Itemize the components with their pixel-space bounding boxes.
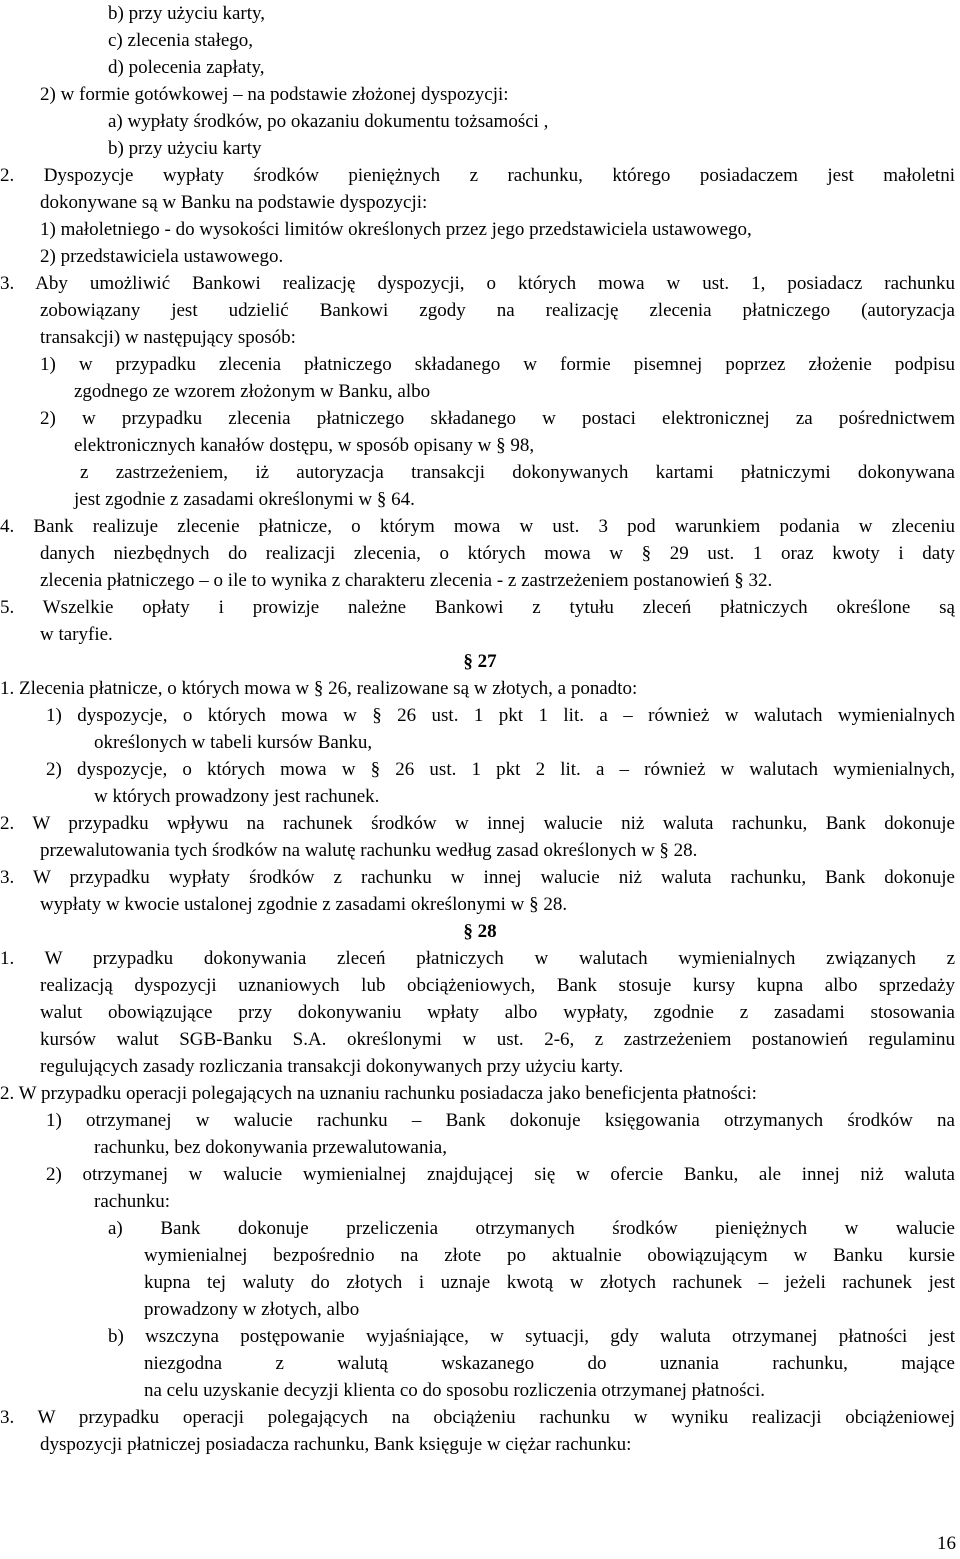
text-line: a) Bank dokonuje przeliczenia otrzymanych środków pieniężnych w walucie — [108, 1218, 955, 1239]
text-line: 2. W przypadku wpływu na rachunek środków w innej walucie niż waluta rachunku, Bank dokonuje — [0, 813, 955, 834]
text-line: b) przy użyciu karty, — [108, 3, 266, 24]
text-line: 1. W przypadku dokonywania zleceń płatniczych w walutach wymienialnych związanych z — [0, 948, 955, 969]
text-line: 2) otrzymanej w walucie wymienialnej znajdującej się w ofercie Banku, ale innej niż waluta — [46, 1164, 955, 1185]
text-line: 4. Bank realizuje zlecenie płatnicze, o którym mowa w ust. 3 pod warunkiem podania w zleceniu — [0, 516, 955, 537]
text-line: walut obowiązujące przy dokonywaniu wpłaty albo wypłaty, zgodnie z zasadami stosowania — [40, 1002, 955, 1023]
text-line: zlecenia płatniczego – o ile to wynika z charakteru zlecenia - z zastrzeżeniem postanowień § 32. — [40, 570, 773, 591]
text-line: d) polecenia zapłaty, — [108, 57, 265, 78]
text-line: 2) w przypadku zlecenia płatniczego składanego w postaci elektronicznej za pośrednictwem — [40, 408, 955, 429]
text-line: 2) dyspozycje, o których mowa w § 26 ust. 1 pkt 2 lit. a – również w walutach wymienialnych, — [46, 759, 955, 780]
text-line: regulujących zasady rozliczania transakcji dokonywanych przy użyciu karty. — [40, 1056, 624, 1077]
text-line: 1. Zlecenia płatnicze, o których mowa w § 26, realizowane są w złotych, a ponadto: — [0, 678, 638, 699]
text-line: 1) w przypadku zlecenia płatniczego składanego w formie pisemnej poprzez złożenie podpisu — [40, 354, 955, 375]
text-line: na celu uzyskanie decyzji klienta co do sposobu rozliczenia otrzymanej płatności. — [144, 1380, 765, 1401]
text-line: dokonywane są w Banku na podstawie dyspozycji: — [40, 192, 428, 213]
text-line: realizacją dyspozycji uznaniowych lub obciążeniowych, Bank stosuje kursy kupna albo sprzedaży — [40, 975, 955, 996]
text-line: 1) otrzymanej w walucie rachunku – Bank dokonuje księgowania otrzymanych środków na — [46, 1110, 955, 1131]
text-line: w taryfie. — [40, 624, 113, 645]
text-line: zgodnego ze wzorem złożonym w Banku, albo — [74, 381, 431, 402]
text-line: transakcji) w następujący sposób: — [40, 327, 296, 348]
text-line: prowadzony w złotych, albo — [144, 1299, 360, 1320]
section-heading: § 27 — [463, 651, 497, 672]
text-line: rachunku: — [94, 1191, 170, 1212]
text-line: wypłaty w kwocie ustalonej zgodnie z zasadami określonymi w § 28. — [40, 894, 568, 915]
text-line: b) przy użyciu karty — [108, 138, 262, 159]
section-heading: § 28 — [463, 921, 497, 942]
text-line: elektronicznych kanałów dostępu, w sposób opisany w § 98, — [74, 435, 535, 456]
text-line: danych niezbędnych do realizacji zlecenia, o których mowa w § 29 ust. 1 oraz kwoty i daty — [40, 543, 955, 564]
text-line: c) zlecenia stałego, — [108, 30, 254, 51]
text-line: 3. W przypadku operacji polegających na obciążeniu rachunku w wyniku realizacji obciążeniowej — [0, 1407, 955, 1428]
page-number: 16 — [937, 1533, 956, 1554]
text-line: wymienialnej bezpośrednio na złote po aktualnie obowiązującym w Banku kursie — [144, 1245, 955, 1266]
text-line: 1) małoletniego - do wysokości limitów określonych przez jego przedstawiciela ustawowego, — [40, 219, 752, 240]
text-line: zobowiązany jest udzielić Bankowi zgody na realizację zlecenia płatniczego (autoryzacja — [40, 300, 955, 321]
text-line: 2. Dyspozycje wypłaty środków pieniężnych z rachunku, którego posiadaczem jest małoletni — [0, 165, 955, 186]
text-line: z zastrzeżeniem, iż autoryzacja transakcji dokonywanych kartami płatniczymi dokonywana — [80, 462, 955, 483]
text-line: 2) przedstawiciela ustawowego. — [40, 246, 284, 267]
text-line: dyspozycji płatniczej posiadacza rachunku, Bank księguje w ciężar rachunku: — [40, 1434, 632, 1455]
text-line: 5. Wszelkie opłaty i prowizje należne Bankowi z tytułu zleceń płatniczych określone są — [0, 597, 955, 618]
text-line: jest zgodnie z zasadami określonymi w § 64. — [74, 489, 415, 510]
text-line: 2. W przypadku operacji polegających na uznaniu rachunku posiadacza jako beneficjenta płatności: — [0, 1083, 757, 1104]
text-line: 3. W przypadku wypłaty środków z rachunku w innej walucie niż waluta rachunku, Bank dokonuje — [0, 867, 955, 888]
text-line: rachunku, bez dokonywania przewalutowania, — [94, 1137, 447, 1158]
text-line: kupna tej waluty do złotych i uznaje kwotą w złotych rachunek – jeżeli rachunek jest — [144, 1272, 955, 1293]
text-line: określonych w tabeli kursów Banku, — [94, 732, 373, 753]
text-line: przewalutowania tych środków na walutę rachunku według zasad określonych w § 28. — [40, 840, 698, 861]
text-line: 3. Aby umożliwić Bankowi realizację dyspozycji, o których mowa w ust. 1, posiadacz rachunku — [0, 273, 955, 294]
text-line: 1) dyspozycje, o których mowa w § 26 ust. 1 pkt 1 lit. a – również w walutach wymienialnych — [46, 705, 955, 726]
text-line: 2) w formie gotówkowej – na podstawie złożonej dyspozycji: — [40, 84, 509, 105]
text-line: niezgodna z walutą wskazanego do uznania rachunku, mające — [144, 1353, 955, 1374]
text-line: b) wszczyna postępowanie wyjaśniające, w sytuacji, gdy waluta otrzymanej płatności jest — [108, 1326, 955, 1347]
text-line: a) wypłaty środków, po okazaniu dokumentu tożsamości , — [108, 111, 549, 132]
text-line: kursów walut SGB-Banku S.A. określonymi w ust. 2-6, z zastrzeżeniem postanowień regulaminu — [40, 1029, 955, 1050]
text-line: w których prowadzony jest rachunek. — [94, 786, 380, 807]
